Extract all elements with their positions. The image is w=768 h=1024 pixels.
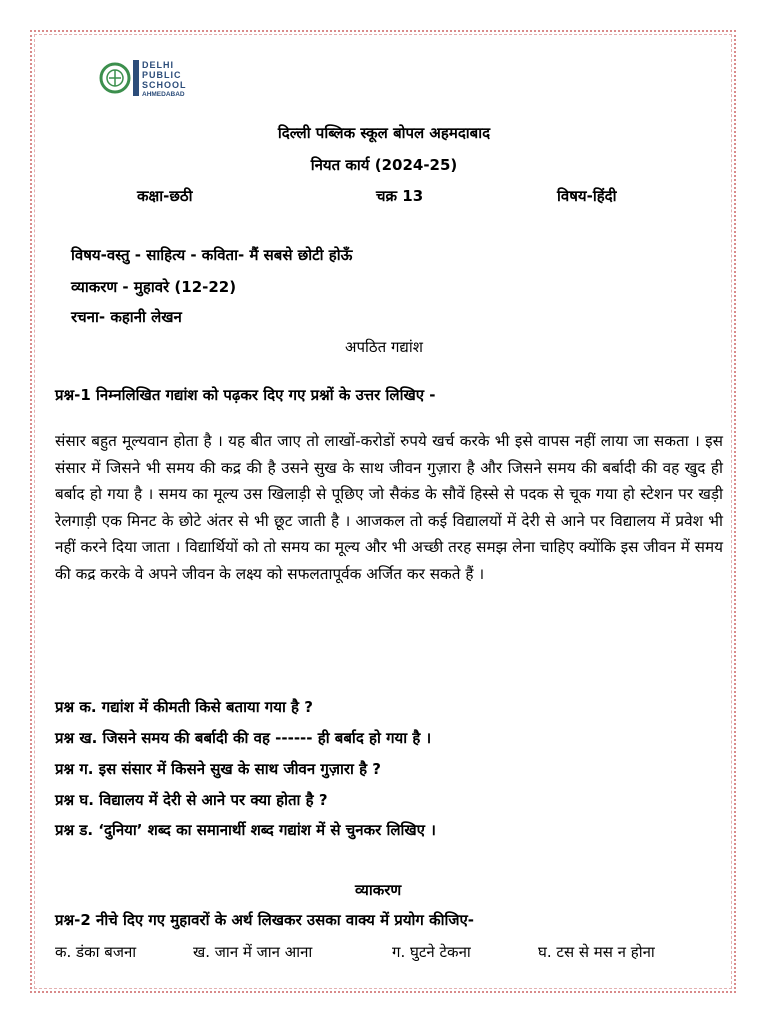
sub-question-da: प्रश्न ड. ‘दुनिया’ शब्द का समानार्थी शब्द गद्यांश में से चुनकर लिखिए । bbox=[55, 821, 436, 839]
logo-line-delhi: DELHI bbox=[142, 60, 174, 70]
logo-city: AHMEDABAD bbox=[142, 91, 185, 98]
sub-question-gha: प्रश्न घ. विद्यालय में देरी से आने पर क्या होता है ? bbox=[55, 791, 328, 809]
syllabus-writing: रचना- कहानी लेखन bbox=[71, 308, 182, 326]
section2-heading: व्याकरण bbox=[355, 881, 402, 899]
cycle-label: चक्र 13 bbox=[376, 187, 424, 205]
sub-question-ka: प्रश्न क. गद्यांश में कीमती किसे बताया गया है ? bbox=[55, 698, 313, 716]
question-1: प्रश्न-1 निम्नलिखित गद्यांश को पढ़कर दिए गए प्रश्नों के उत्तर लिखिए - bbox=[55, 386, 436, 404]
idiom-kha: ख. जान में जान आना bbox=[193, 943, 313, 961]
question-2: प्रश्न-2 नीचे दिए गए मुहावरों के अर्थ लिखकर उसका वाक्य में प्रयोग कीजिए- bbox=[55, 911, 475, 929]
passage bbox=[55, 428, 723, 588]
assignment-title: नियत कार्य (2024-25) bbox=[310, 156, 458, 174]
logo-line-school: SCHOOL bbox=[142, 80, 187, 90]
section1-heading: अपठित गद्यांश bbox=[345, 338, 423, 356]
school-name: दिल्ली पब्लिक स्कूल बोपल अहमदाबाद bbox=[277, 124, 491, 142]
passage-text: संसार बहुत मूल्यवान होता है । यह बीत जाए तो लाखों-करोडों रुपये खर्च करके भी इसे वापस नहीं लाया जा सकता । इस संसार में जिसने भी समय की कद्र की है उसने सुख के साथ जीवन गुज़ारा है और जिसने समय की बर्बादी की वह खुद ही बर्बाद हो गया है । समय का मूल्य उस खिलाड़ी से पूछिए जो सैकंड के सौवें हिस्से से पदक से चूक गया हो स्टेशन पर खड़ी रेलगाड़ी एक मिनट के छोटे अंतर से भी छूट जाती है । आजकल तो कई विद्यालयों में देरी से आने पर विद्यालय में प्रवेश भी नहीं करने दिया जाता । विद्यार्थियों को तो समय का मूल्य और भी अच्छी तरह समझ लेना चाहिए क्योंकि इस जीवन में समय की कद्र करके वे अपने जीवन के लक्ष्य को सफलतापूर्वक अर्जित कर सकते हैं । bbox=[55, 432, 723, 583]
idiom-ka: क. डंका बजना bbox=[55, 943, 137, 961]
logo-emblem-icon bbox=[98, 58, 142, 98]
sub-question-kha: प्रश्न ख. जिसने समय की बर्बादी की वह ------ ही बर्बाद हो गया है । bbox=[55, 729, 432, 747]
class-label: कक्षा-छठी bbox=[137, 187, 193, 205]
sub-question-ga: प्रश्न ग. इस संसार में किसने सुख के साथ जीवन गुज़ारा है ? bbox=[55, 760, 381, 778]
idiom-ga: ग. घुटने टेकना bbox=[392, 943, 471, 961]
syllabus-content: विषय-वस्तु - साहित्य - कविता- मैं सबसे छोटी होऊँ bbox=[71, 246, 353, 264]
school-logo bbox=[98, 58, 208, 108]
idiom-gha: घ. टस से मस न होना bbox=[538, 943, 655, 961]
logo-line-public: PUBLIC bbox=[142, 70, 182, 80]
subject-label: विषय-हिंदी bbox=[557, 187, 617, 205]
syllabus-grammar: व्याकरण - मुहावरे (12-22) bbox=[71, 278, 237, 296]
logo-text bbox=[142, 60, 187, 100]
